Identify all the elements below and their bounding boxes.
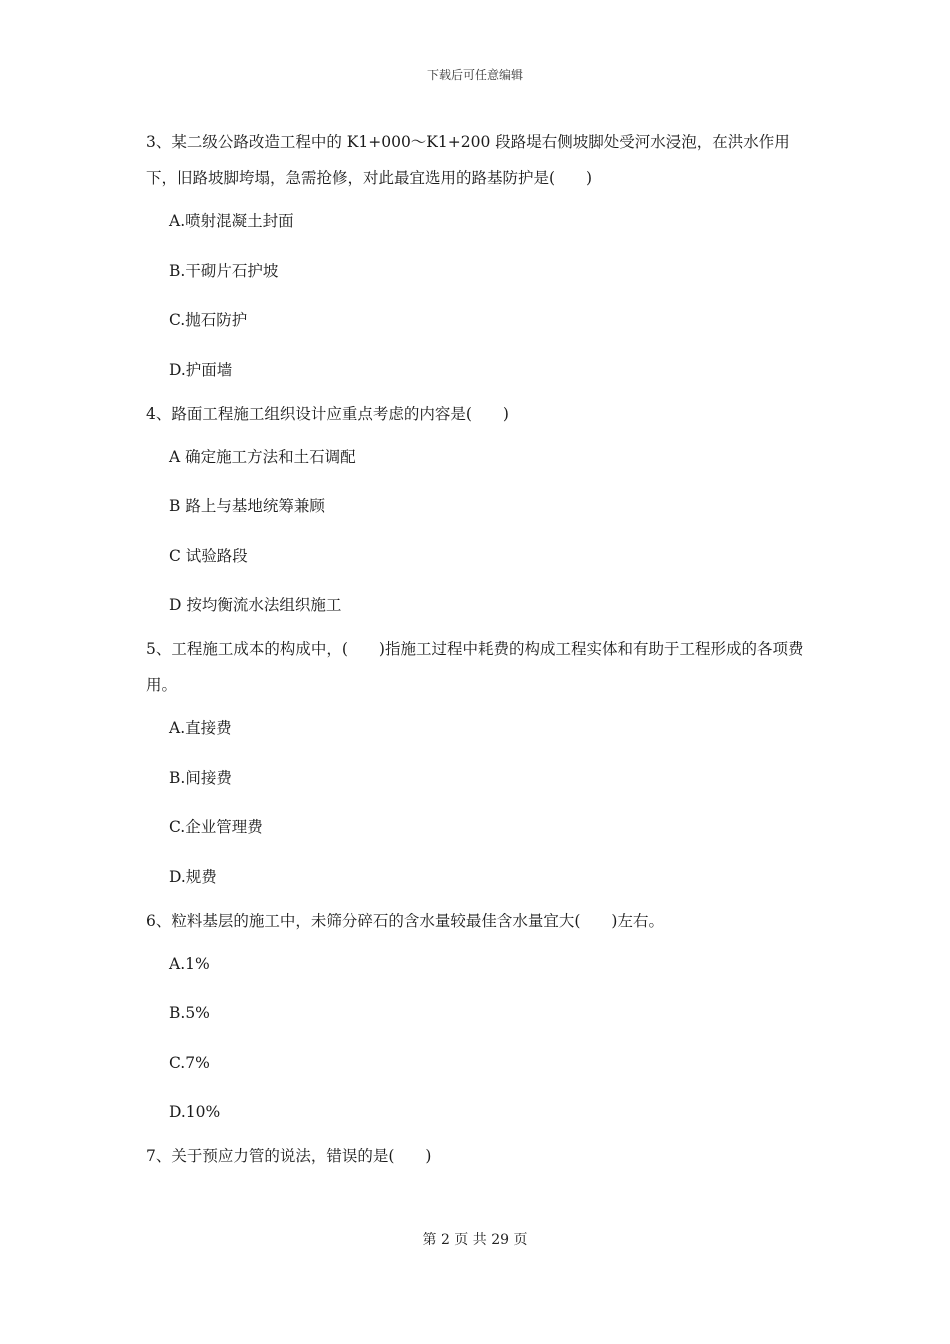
- question-4-option-a: A 确定施工方法和土石调配: [169, 447, 356, 466]
- question-3-option-c: C.抛石防护: [169, 311, 248, 329]
- question-7: 7、关于预应力管的说法，错误的是( ): [146, 1147, 432, 1165]
- question-4-option-b: B 路上与基地统筹兼顾: [169, 497, 325, 515]
- question-6: 6、粒料基层的施工中，未筛分碎石的含水量较最佳含水量宜大( )左右。: [146, 911, 664, 930]
- question-6-option-b: B.5%: [169, 1004, 210, 1022]
- question-5: 5、工程施工成本的构成中，( )指施工过程中耗费的构成工程实体和有助于工程形成的各项费用。: [146, 640, 804, 694]
- question-6-option-d: D.10%: [169, 1103, 221, 1121]
- question-4: 4、路面工程施工组织设计应重点考虑的内容是( ): [146, 404, 509, 423]
- page-footer: 第 2 页 共 29 页: [422, 1232, 528, 1248]
- question-6-option-c: C.7%: [169, 1053, 210, 1072]
- question-4-option-d: D 按均衡流水法组织施工: [169, 596, 342, 614]
- question-3-option-b: B.干砌片石护坡: [169, 261, 279, 280]
- question-list: [146, 124, 816, 1174]
- question-4-option-c: C 试验路段: [169, 546, 248, 565]
- question-5-option-c: C.企业管理费: [169, 818, 263, 836]
- question-3: 3、某二级公路改造工程中的 K1+000～K1+200 段路堤右侧坡脚处受河水浸泡，在洪水作用下，旧路坡脚垮塌，急需抢修，对此最宜选用的路基防护是( ): [146, 133, 790, 187]
- question-5-option-a: A.直接费: [169, 719, 232, 737]
- question-3-option-d: D.护面墙: [169, 360, 233, 379]
- question-3-option-a: A.喷射混凝土封面: [169, 212, 294, 230]
- question-6-option-a: A.1%: [169, 954, 210, 973]
- page-header: 下载后可任意编辑: [426, 68, 523, 82]
- question-5-option-b: B.间接费: [169, 768, 232, 787]
- question-5-option-d: D.规费: [169, 867, 217, 886]
